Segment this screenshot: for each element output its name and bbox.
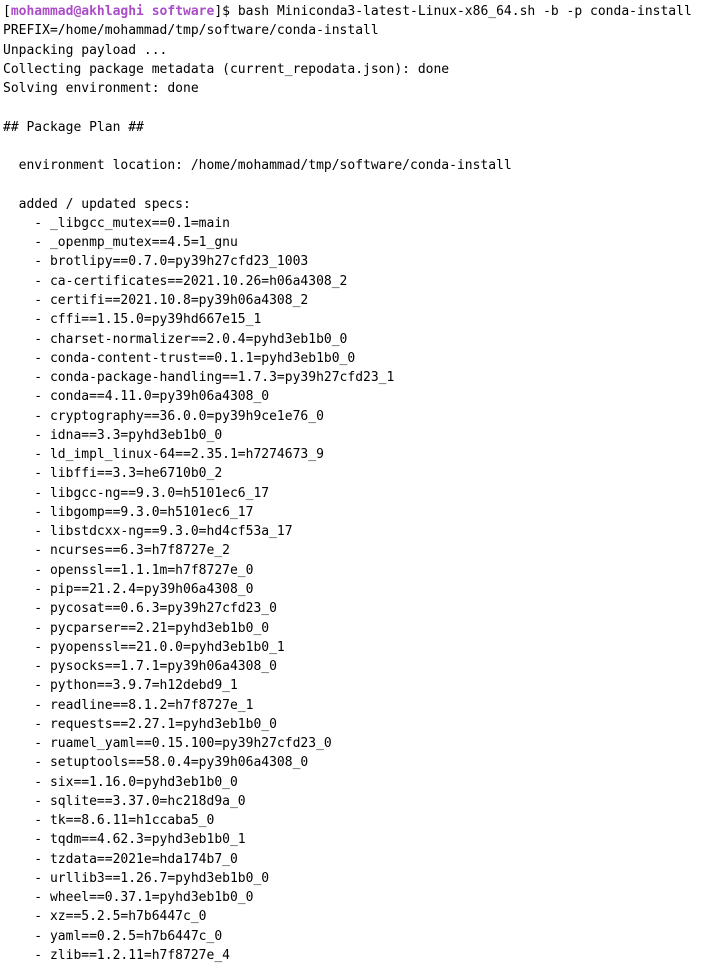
output-line: Unpacking payload ... <box>3 42 168 58</box>
prompt-user-host: mohammad@akhlaghi <box>10 4 144 19</box>
package-line: - tqdm==4.62.3=pyhd3eb1b0_1 <box>3 832 246 848</box>
package-line: - zlib==1.2.11=h7f8727e_4 <box>3 948 230 964</box>
package-line: - _libgcc_mutex==0.1=main <box>3 215 230 231</box>
package-line: - conda-package-handling==1.7.3=py39h27cfd23_1 <box>3 370 395 386</box>
prompt-separator <box>144 4 152 19</box>
package-line: - xz==5.2.5=h7b6447c_0 <box>3 909 207 925</box>
output-line <box>3 98 718 117</box>
package-line: - pysocks==1.7.1=py39h06a4308_0 <box>3 659 277 675</box>
package-line: - openssl==1.1.1m=h7f8727e_0 <box>3 562 254 578</box>
command-separator <box>230 4 238 19</box>
package-line: - conda-content-trust==0.1.1=pyhd3eb1b0_0 <box>3 350 356 366</box>
package-line: - ncurses==6.3=h7f8727e_2 <box>3 543 230 559</box>
package-line: - yaml==0.2.5=h7b6447c_0 <box>3 928 223 944</box>
package-line: - python==3.9.7=h12debd9_1 <box>3 678 238 694</box>
package-line: - libstdcxx-ng==9.3.0=hd4cf53a_17 <box>3 524 293 540</box>
package-line: - conda==4.11.0=py39h06a4308_0 <box>3 389 270 405</box>
package-line: - readline==8.1.2=h7f8727e_1 <box>3 697 254 713</box>
package-line: - libffi==3.3=he6710b0_2 <box>3 466 223 482</box>
package-line: - six==1.16.0=pyhd3eb1b0_0 <box>3 774 238 790</box>
package-line: - tk==8.6.11=h1ccaba5_0 <box>3 813 215 829</box>
output-line <box>3 137 718 156</box>
shell-prompt-line <box>3 2 718 21</box>
package-line: - pip==21.2.4=py39h06a4308_0 <box>3 581 254 597</box>
output-line: ## Package Plan ## <box>3 119 144 135</box>
package-line: - ca-certificates==2021.10.26=h06a4308_2 <box>3 273 348 289</box>
package-line: - ld_impl_linux-64==2.35.1=h7274673_9 <box>3 447 324 463</box>
terminal-output <box>3 21 718 214</box>
output-line <box>3 175 718 194</box>
package-line: - pyopenssl==21.0.0=pyhd3eb1b0_1 <box>3 639 285 655</box>
package-line: - _openmp_mutex==4.5=1_gnu <box>3 235 238 251</box>
package-line: - pycparser==2.21=pyhd3eb1b0_0 <box>3 620 270 636</box>
package-line: - pycosat==0.6.3=py39h27cfd23_0 <box>3 601 277 617</box>
package-line: - libgomp==9.3.0=h5101ec6_17 <box>3 504 254 520</box>
package-line: - charset-normalizer==2.0.4=pyhd3eb1b0_0 <box>3 331 348 347</box>
package-line: - libgcc-ng==9.3.0=h5101ec6_17 <box>3 485 270 501</box>
output-line: Collecting package metadata (current_repodata.json): done <box>3 61 450 77</box>
package-list <box>3 214 718 964</box>
prompt-cwd: software <box>151 4 215 19</box>
package-line: - ruamel_yaml==0.15.100=py39h27cfd23_0 <box>3 736 332 752</box>
prompt-bracket-open: [ <box>3 4 11 19</box>
package-line: - idna==3.3=pyhd3eb1b0_0 <box>3 427 223 443</box>
package-line: - certifi==2021.10.8=py39h06a4308_2 <box>3 292 309 308</box>
package-line: - brotlipy==0.7.0=py39h27cfd23_1003 <box>3 254 309 270</box>
output-line: PREFIX=/home/mohammad/tmp/software/conda-install <box>3 23 379 39</box>
package-line: - setuptools==58.0.4=py39h06a4308_0 <box>3 755 309 771</box>
output-line: Solving environment: done <box>3 81 199 97</box>
output-line: environment location: /home/mohammad/tmp/software/conda-install <box>3 158 512 174</box>
shell-command: bash Miniconda3-latest-Linux-x86_64.sh -b -p conda-install <box>237 4 692 19</box>
package-line: - sqlite==3.37.0=hc218d9a_0 <box>3 793 246 809</box>
package-line: - urllib3==1.26.7=pyhd3eb1b0_0 <box>3 870 270 886</box>
package-line: - cryptography==36.0.0=py39h9ce1e76_0 <box>3 408 324 424</box>
prompt-bracket-close: ]$ <box>214 4 230 19</box>
output-line: added / updated specs: <box>3 196 191 212</box>
package-line: - wheel==0.37.1=pyhd3eb1b0_0 <box>3 890 254 906</box>
package-line: - tzdata==2021e=hda174b7_0 <box>3 851 238 867</box>
package-line: - cffi==1.15.0=py39hd667e15_1 <box>3 312 262 328</box>
package-line: - requests==2.27.1=pyhd3eb1b0_0 <box>3 716 277 732</box>
